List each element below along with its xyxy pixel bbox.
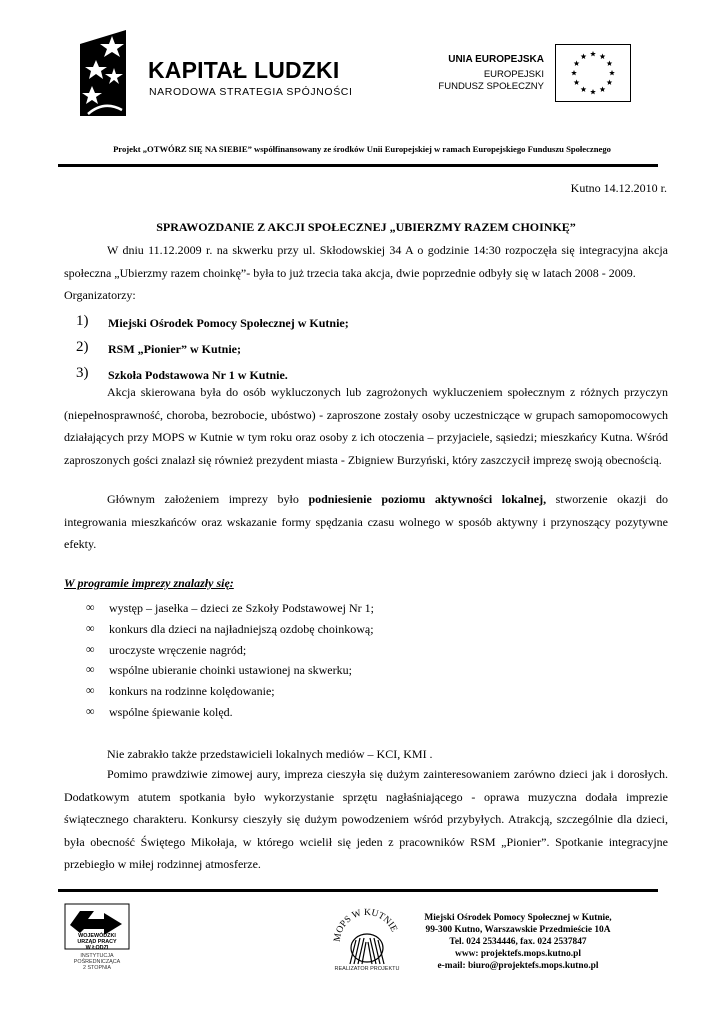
contact-line: 99-300 Kutno, Warszawskie Przedmieście 10A (425, 925, 611, 935)
footer-contact (408, 912, 628, 972)
eu-flag-icon (555, 44, 631, 102)
program-item-text: uroczyste wręczenie nagród; (109, 643, 247, 657)
closing-paragraph: Pomimo prawdziwie zimowej aury, impreza cieszyła się dużym zainteresowaniem zarówno dzieci jak i dorosłych. Dodatkowym atutem spotkania było wykorzystanie sprzętu nagłaśniającego - oprawa muzyczna dodała imprezie świątecznego charakteru. Konkursy cieszyły się dużym powodzeniem wśród przybyłych. Atrakcją, szczególnie dla dzieci, była obecność Świętego Mikołaja, w którego wcielił się jeden z pracowników RSM „Pionier”. Spotkanie integracyjne przebiegło w miłej rodzinnej atmosferze. (64, 767, 668, 871)
svg-text:MOPS W KUTNIE (333, 908, 399, 943)
program-item-text: konkurs dla dzieci na najładniejszą ozdobę choinkową; (109, 622, 374, 636)
organizer-name: RSM „Pionier” w Kutnie; (108, 342, 241, 356)
wup-subtitle (60, 953, 134, 972)
organizers-label: Organizatorzy: (64, 288, 136, 302)
intro-text: W dniu 11.12.2009 r. na skwerku przy ul. Skłodowskiej 34 A o godzinie 14:30 rozpoczęła się integracyjna akcja społeczna „Ubierzmy razem choinkę”- była to już trzecia taka akcja, dwie poprzednie odbyły się w latach 2008 - 2009. (64, 243, 668, 280)
bullet-icon: ∞ (86, 662, 95, 676)
bullet-icon: ∞ (86, 683, 95, 697)
organizer-number: 3) (76, 365, 89, 381)
goal-text-bold: podniesienie poziomu aktywności lokalnej, (308, 492, 547, 506)
wup-name (64, 933, 130, 952)
eu-line-2: EUROPEJSKI (483, 69, 544, 80)
project-line: Projekt „OTWÓRZ SIĘ NA SIEBIE” współfinansowany ze środków Unii Europejskiej w ramach Europejskiego Funduszu Społecznego (113, 144, 611, 154)
organizer-number: 1) (76, 313, 89, 329)
kapital-ludzki-title: KAPITAŁ LUDZKI (148, 57, 340, 83)
goal-text-after: stworzenie okazji do integrowania mieszkańców oraz wskazanie formy spędzania czasu wolnego w sposób aktywny i przynoszący pozytywne efekty. (64, 492, 668, 551)
wup-name-line: W ŁODZI (85, 945, 109, 952)
hands-icon (350, 934, 384, 964)
bullet-icon: ∞ (86, 704, 95, 718)
target-paragraph: Akcja skierowana była do osób wykluczonych lub zagrożonych wykluczeniem społecznym z różnych przyczyn (niepełnosprawność, choroba, bezrobocie, ubóstwo) - zaproszone zostały osoby uczestniczące w grupach samopomocowych działających przy MOPS w Kutnie w tym roku oraz osoby z ich otoczenia – przyjaciele, sąsiedzi; mieszkańcy Kutna. Wśród zaproszonych gości znalazł się również prezydent miasta - Zbigniew Burzyński, który zaszczycił imprezę swoją obecnością. (64, 385, 668, 467)
document-title: SPRAWOZDANIE Z AKCJI SPOŁECZNEJ „UBIERZMY RAZEM CHOINKĘ” (156, 220, 576, 234)
organizer-name: Miejski Ośrodek Pomocy Społecznej w Kutnie; (108, 316, 349, 330)
wup-sub-line: 2 STOPNIA (82, 965, 112, 972)
contact-line: Miejski Ośrodek Pomocy Społecznej w Kutnie, (424, 913, 612, 923)
contact-line: Tel. 024 2534446, fax. 024 2537847 (449, 937, 587, 947)
bullet-icon: ∞ (86, 600, 95, 614)
bullet-icon: ∞ (86, 621, 95, 635)
document-date: Kutno 14.12.2010 r. (570, 181, 667, 195)
wup-name-line: URZĄD PRACY (77, 939, 117, 946)
mops-logo (330, 902, 404, 968)
wup-sub-line: POŚREDNICZĄCA (73, 959, 121, 966)
bullet-icon: ∞ (86, 642, 95, 656)
program-heading: W programie imprezy znalazły się: (64, 576, 234, 590)
footer-divider (58, 889, 658, 892)
eu-line-3: FUNDUSZ SPOŁECZNY (438, 81, 544, 92)
wup-name-line: WOJEWÓDZKI (78, 933, 116, 939)
intro-paragraph (64, 239, 668, 307)
program-item-text: wspólne śpiewanie kolęd. (109, 705, 233, 719)
goal-text-before: Głównym założeniem imprezy było (107, 492, 309, 506)
organizer-number: 2) (76, 339, 89, 355)
eu-line-1: UNIA EUROPEJSKA (448, 54, 544, 65)
program-item-text: wspólne ubieranie choinki ustawionej na skwerku; (109, 663, 352, 677)
program-item-text: konkurs na rodzinne kolędowanie; (109, 684, 275, 698)
media-paragraph: Nie zabrakło także przedstawicieli lokalnych mediów – KCI, KMI . (107, 747, 433, 761)
contact-line[interactable]: e-mail: biuro@projektefs.mops.kutno.pl (437, 961, 599, 971)
header-divider (58, 164, 658, 167)
mops-caption: REALIZATOR PROJEKTU (334, 966, 400, 972)
wup-sub-line: INSTYTUCJA (80, 953, 114, 959)
kapital-ludzki-subtitle: NARODOWA STRATEGIA SPÓJNOŚCI (149, 86, 353, 98)
goal-paragraph (64, 488, 668, 556)
program-item-text: występ – jasełka – dzieci ze Szkoły Podstawowej Nr 1; (109, 601, 374, 615)
contact-line[interactable]: www: projektefs.mops.kutno.pl (455, 949, 581, 959)
mops-logo-text: MOPS W KUTNIE (332, 907, 399, 943)
organizer-name: Szkoła Podstawowa Nr 1 w Kutnie. (108, 368, 288, 382)
